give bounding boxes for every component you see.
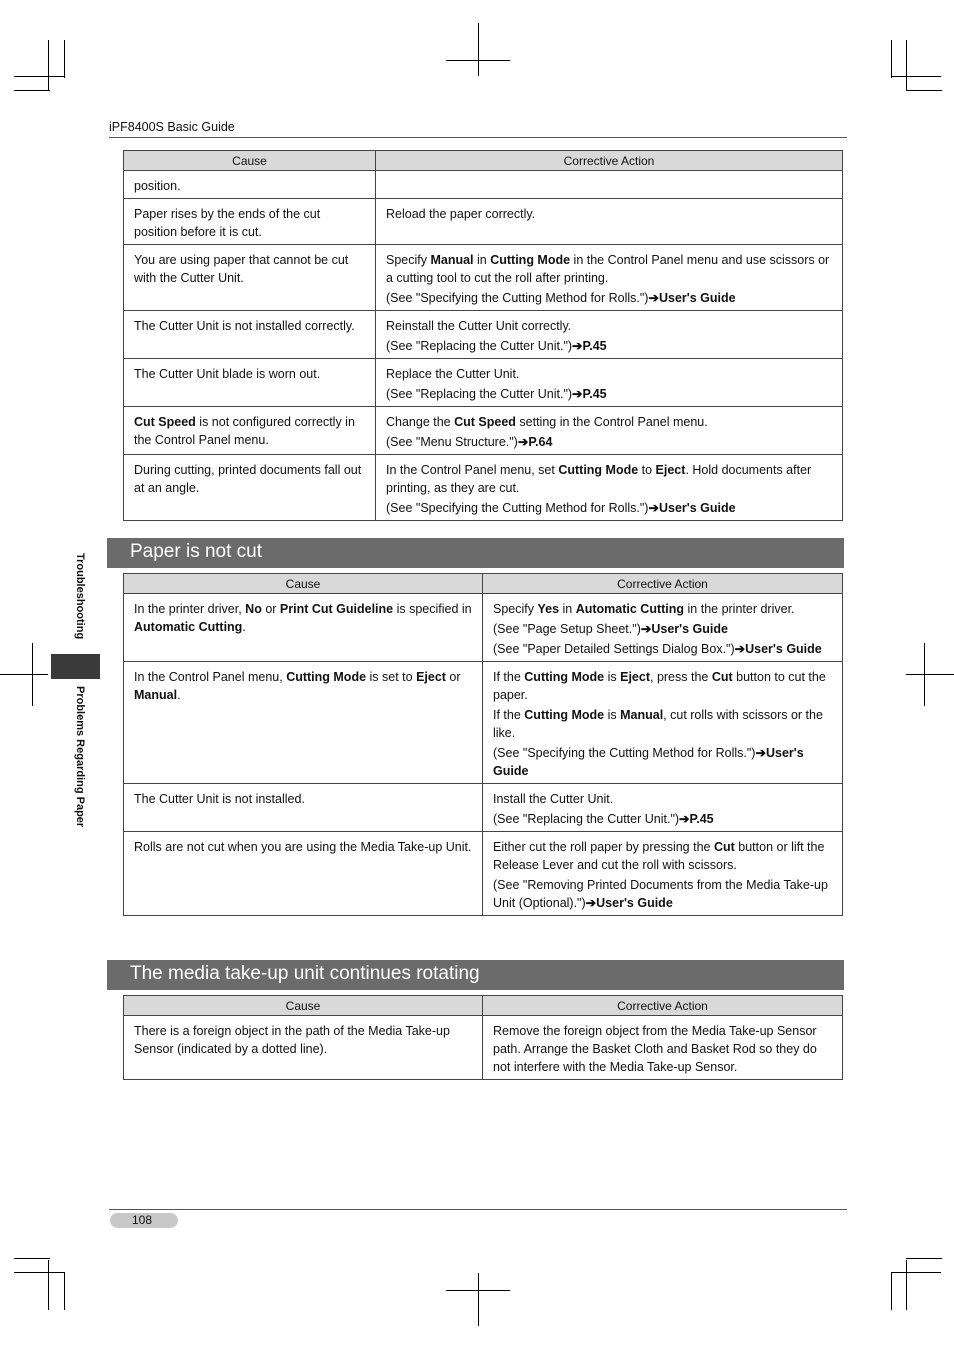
bold-term: Cutting Mode — [558, 463, 639, 477]
cell-paragraph — [386, 433, 833, 451]
table-row — [124, 245, 843, 311]
cell-paragraph — [493, 668, 833, 704]
text-run: button or lift the Release Lever and cut the roll with scissors. — [493, 840, 825, 872]
bold-term: Cut — [713, 840, 735, 854]
bold-term: P.45 — [582, 387, 607, 401]
cause-cell — [124, 832, 483, 916]
cell-paragraph — [493, 600, 833, 618]
cell-paragraph — [386, 499, 833, 517]
text-run: or — [445, 670, 461, 684]
bold-term: Cutting Mode — [490, 253, 571, 267]
bold-term: Automatic Cutting — [575, 602, 685, 616]
bold-term: User's Guide — [658, 501, 736, 515]
text-run: Either cut the roll paper by pressing the — [493, 840, 714, 854]
cell-paragraph — [134, 461, 366, 497]
column-header-cause: Cause — [124, 996, 483, 1016]
bold-term: Cutting Mode — [524, 708, 605, 722]
cell-paragraph — [134, 600, 473, 636]
text-run: The Cutter Unit is not installed correctly. — [134, 319, 355, 333]
text-run: is set to — [366, 670, 417, 684]
text-run: . — [177, 688, 181, 702]
text-run: is — [604, 670, 621, 684]
cause-cell — [124, 407, 376, 455]
text-run: Reinstall the Cutter Unit correctly. — [386, 319, 572, 333]
cause-cell — [124, 171, 376, 199]
text-run: (See "Removing Printed Documents from the Media Take-up Unit (Optional).") — [493, 878, 828, 910]
table-row — [124, 407, 843, 455]
cell-paragraph — [493, 706, 833, 742]
table-row — [124, 455, 843, 521]
cell-paragraph — [134, 413, 366, 449]
cell-paragraph — [134, 205, 366, 241]
page-number-badge — [110, 1213, 178, 1228]
bold-term: User's Guide — [651, 622, 728, 636]
bold-term: Eject — [655, 463, 686, 477]
text-run: (See "Specifying the Cutting Method for Rolls.") — [386, 501, 649, 515]
cell-paragraph — [386, 461, 833, 497]
text-run: (See "Page Setup Sheet.") — [493, 622, 641, 636]
section-title: Paper is not cut — [130, 541, 263, 562]
table-row — [124, 1016, 843, 1080]
text-run: in the printer driver. — [684, 602, 795, 616]
bold-term: Cut Speed — [134, 415, 196, 429]
arrow-right-icon: ➔ — [648, 501, 659, 515]
text-run: position. — [134, 179, 181, 193]
text-run: (See "Paper Detailed Settings Dialog Box.") — [493, 642, 735, 656]
corrective-action-cell — [376, 245, 843, 311]
cell-paragraph — [134, 365, 366, 383]
text-run: The Cutter Unit is not installed. — [134, 792, 305, 806]
bold-term: Cutting Mode — [524, 670, 605, 684]
page-number: 108 — [132, 1213, 153, 1227]
section-title: The media take-up unit continues rotating — [130, 963, 480, 984]
text-run: If the — [493, 708, 525, 722]
cell-paragraph — [134, 251, 366, 287]
table-row — [124, 784, 843, 832]
bold-term: Cut — [711, 670, 733, 684]
corrective-action-cell — [483, 662, 843, 784]
text-run: to — [638, 463, 656, 477]
text-run: or — [261, 602, 280, 616]
table-row — [124, 359, 843, 407]
cause-cell — [124, 662, 483, 784]
cell-paragraph — [134, 668, 473, 704]
cause-cell — [124, 311, 376, 359]
bold-term: P.45 — [582, 339, 607, 353]
cell-paragraph — [386, 365, 833, 383]
cause-cell — [124, 359, 376, 407]
text-run: Specify — [493, 602, 538, 616]
cell-paragraph — [386, 317, 833, 335]
text-run: (See "Specifying the Cutting Method for Rolls.") — [493, 746, 756, 760]
paper-not-cut-table — [123, 573, 843, 916]
cause-cell — [124, 594, 483, 662]
arrow-right-icon: ➔ — [585, 896, 597, 910]
arrow-right-icon: ➔ — [755, 746, 766, 760]
column-header-corrective-action: Corrective Action — [483, 574, 843, 594]
bold-term: P.45 — [689, 812, 714, 826]
cell-paragraph — [493, 620, 833, 638]
corrective-action-cell — [376, 171, 843, 199]
arrow-right-icon: ➔ — [640, 622, 652, 636]
bold-term: Yes — [537, 602, 560, 616]
text-run: In the Control Panel menu, — [134, 670, 287, 684]
cell-paragraph — [493, 640, 833, 658]
text-run: in the Control Panel menu and use scissors or a cutting tool to cut the roll after printing. — [386, 253, 830, 285]
bold-term: Automatic Cutting — [134, 620, 243, 634]
bold-term: User's Guide — [658, 291, 736, 305]
text-run: (See "Replacing the Cutter Unit.") — [493, 812, 680, 826]
cut-problems-table-continued — [123, 150, 843, 521]
text-run: Paper rises by the ends of the cut position before it is cut. — [134, 207, 321, 239]
table-row — [124, 662, 843, 784]
text-run: In the Control Panel menu, set — [386, 463, 559, 477]
takeup-rotating-table — [123, 995, 843, 1080]
text-run: setting in the Control Panel menu. — [515, 415, 708, 429]
bold-term: Manual — [134, 688, 178, 702]
cell-paragraph — [386, 385, 833, 403]
column-header-cause: Cause — [124, 151, 376, 171]
cause-cell — [124, 245, 376, 311]
text-run: (See "Replacing the Cutter Unit.") — [386, 387, 573, 401]
text-run: (See "Specifying the Cutting Method for Rolls.") — [386, 291, 649, 305]
arrow-right-icon: ➔ — [572, 387, 583, 401]
text-run: , press the — [650, 670, 712, 684]
text-run: Rolls are not cut when you are using the Media Take-up Unit. — [134, 840, 472, 854]
bold-term: P.64 — [528, 435, 553, 449]
cause-cell — [124, 1016, 483, 1080]
footer-rule — [109, 1209, 847, 1210]
sidebar-label-troubleshooting: Troubleshooting — [74, 553, 86, 640]
bold-term: Eject — [416, 670, 446, 684]
cell-paragraph — [386, 337, 833, 355]
text-run: in — [473, 253, 491, 267]
text-run: , cut rolls with scissors or the like. — [493, 708, 823, 740]
text-run: Change the — [386, 415, 455, 429]
text-run: In the printer driver, — [134, 602, 246, 616]
table-row — [124, 832, 843, 916]
bold-term: Manual — [430, 253, 474, 267]
text-run: button to cut the paper. — [493, 670, 826, 702]
cell-paragraph — [386, 289, 833, 307]
arrow-right-icon: ➔ — [648, 291, 659, 305]
section-heading-paper-not-cut — [107, 538, 844, 568]
corrective-action-cell — [376, 407, 843, 455]
text-run: Install the Cutter Unit. — [493, 792, 614, 806]
text-run: in — [559, 602, 576, 616]
text-run: There is a foreign object in the path of the Media Take-up Sensor (indicated by a dotted line). — [134, 1024, 450, 1056]
cell-paragraph — [134, 838, 473, 856]
corrective-action-cell — [376, 311, 843, 359]
column-header-corrective-action: Corrective Action — [483, 996, 843, 1016]
running-header: iPF8400S Basic Guide — [109, 120, 235, 134]
corrective-action-cell — [483, 832, 843, 916]
cell-paragraph — [493, 838, 833, 874]
corrective-action-cell — [376, 455, 843, 521]
section-heading-takeup-rotating — [107, 960, 844, 990]
text-run: (See "Replacing the Cutter Unit.") — [386, 339, 573, 353]
cell-paragraph — [493, 790, 833, 808]
text-run: . Hold documents after printing, as they are cut. — [386, 463, 812, 495]
bold-term: Cut Speed — [454, 415, 516, 429]
bold-term: User's Guide — [745, 642, 822, 656]
cell-paragraph — [134, 1022, 473, 1058]
text-run: Reload the paper correctly. — [386, 207, 536, 221]
cell-paragraph — [386, 413, 833, 431]
bold-term: Cutting Mode — [286, 670, 367, 684]
corrective-action-cell — [483, 784, 843, 832]
text-run: Specify — [386, 253, 431, 267]
cell-paragraph — [134, 790, 473, 808]
sidebar-chapter-tab — [51, 654, 100, 679]
text-run: The Cutter Unit blade is worn out. — [134, 367, 321, 381]
cell-paragraph — [493, 744, 833, 780]
bold-term: User's Guide — [596, 896, 673, 910]
header-rule — [109, 137, 847, 138]
cause-cell — [124, 455, 376, 521]
cell-paragraph — [493, 810, 833, 828]
corrective-action-cell — [483, 594, 843, 662]
column-header-corrective-action: Corrective Action — [376, 151, 843, 171]
corrective-action-cell — [483, 1016, 843, 1080]
table-row — [124, 311, 843, 359]
bold-term: User's Guide — [493, 746, 804, 778]
text-run: During cutting, printed documents fall out at an angle. — [134, 463, 362, 495]
table-row — [124, 199, 843, 245]
column-header-cause: Cause — [124, 574, 483, 594]
bold-term: Eject — [620, 670, 650, 684]
cell-paragraph — [386, 251, 833, 287]
sidebar-label-problems-regarding-paper: Problems Regarding Paper — [74, 686, 86, 828]
text-run: Remove the foreign object from the Media Take-up Sensor path. Arrange the Basket Cloth and Basket Rod so they do not interfere with the Media Take-up Sensor. — [493, 1024, 817, 1074]
text-run: is not configured correctly in the Control Panel menu. — [134, 415, 355, 447]
bold-term: No — [245, 602, 262, 616]
cause-cell — [124, 199, 376, 245]
table-row — [124, 171, 843, 199]
bold-term: Manual — [620, 708, 664, 722]
corrective-action-cell — [376, 359, 843, 407]
cell-paragraph — [493, 876, 833, 912]
cell-paragraph — [386, 205, 833, 223]
bold-term: Print Cut Guideline — [279, 602, 394, 616]
text-run: (See "Menu Structure.") — [386, 435, 518, 449]
text-run: . — [242, 620, 246, 634]
table-row — [124, 594, 843, 662]
text-run: Replace the Cutter Unit. — [386, 367, 520, 381]
text-run: If the — [493, 670, 525, 684]
arrow-right-icon: ➔ — [517, 435, 529, 449]
text-run: is specified in — [393, 602, 472, 616]
cell-paragraph — [493, 1022, 833, 1076]
text-run: is — [604, 708, 621, 722]
arrow-right-icon: ➔ — [572, 339, 583, 353]
cell-paragraph — [134, 177, 366, 195]
corrective-action-cell — [376, 199, 843, 245]
arrow-right-icon: ➔ — [679, 812, 690, 826]
text-run: You are using paper that cannot be cut with the Cutter Unit. — [134, 253, 349, 285]
cause-cell — [124, 784, 483, 832]
cell-paragraph — [134, 317, 366, 335]
arrow-right-icon: ➔ — [734, 642, 746, 656]
